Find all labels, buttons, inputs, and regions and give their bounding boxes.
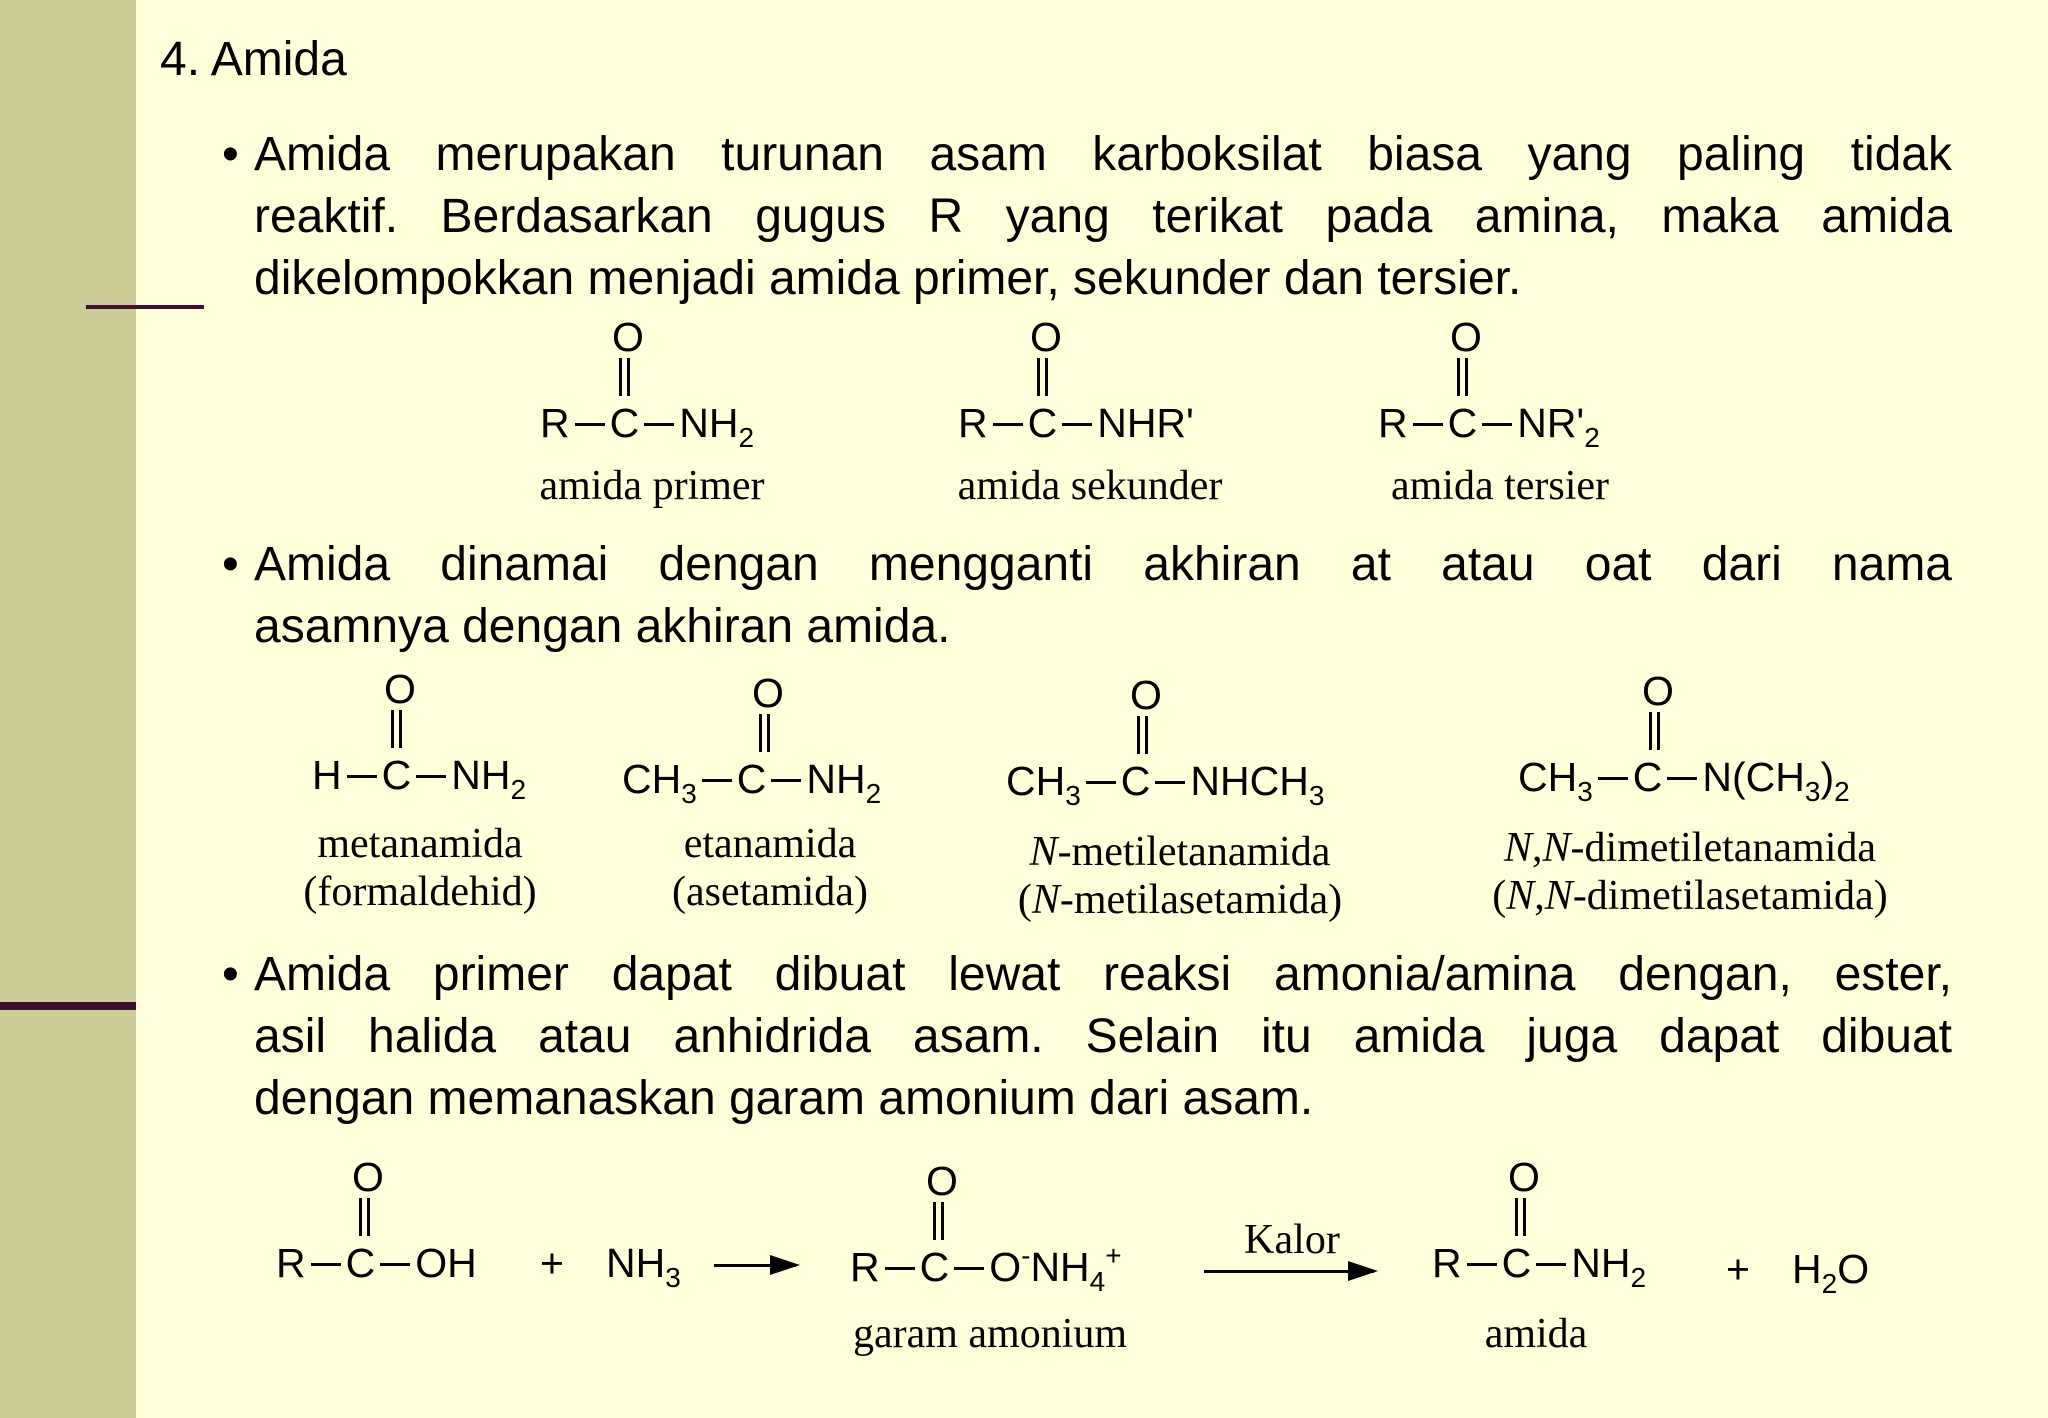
label-line [1440,872,1940,920]
bond [416,775,446,778]
bullet-1 [222,124,1952,310]
formula [276,1240,477,1286]
bond [347,775,377,778]
plus-sign: + [540,1240,564,1286]
label-amida-sekunder: amida sekunder [957,463,1223,509]
label-line: etanamida [683,821,857,867]
paren: ( [1732,754,1746,800]
bond [954,1267,984,1270]
atom: CH [1745,754,1805,800]
atom: N [1702,754,1733,800]
subscript: 2 [738,422,755,453]
bullet-1-line-3: dikelompokkan menjadi amida primer, sekunder dan tersier. [254,252,1522,305]
bond [1062,423,1092,426]
oxygen-atom: O [1130,672,1162,718]
atom: C [381,752,412,798]
oxygen-atom: O [1450,314,1482,360]
bond [1086,781,1116,784]
subscript: 2 [1630,1262,1647,1293]
label-text: -metilasetamida) [1059,877,1343,923]
label-text: -dimetilasetamida) [1572,873,1888,919]
bullet-mark: • [222,948,239,1001]
bond [1467,1263,1497,1266]
formula [1432,1240,1647,1293]
atom: NH [1571,1240,1631,1286]
atom: C [1501,1240,1532,1286]
italic-n: N [1506,873,1535,919]
atom: O [1837,1246,1870,1292]
subscript: 2 [1584,422,1600,453]
italic-n: N [1544,873,1573,919]
arrow-label-kalor: Kalor [1244,1217,1340,1263]
atom: C [1027,400,1058,446]
atom: R [958,400,988,446]
atom: NH [451,752,511,798]
italic-n: N [1503,825,1532,871]
formula [1378,400,1600,453]
oxygen-atom: O [384,666,416,712]
label-metanamida [270,820,570,916]
subscript: 4 [1089,1266,1106,1297]
bond [771,779,801,782]
oxygen-atom: O [352,1154,384,1200]
subscript: 2 [1834,776,1850,807]
bullet-3-line-1: Amida primer dapat dibuat lewat reaksi amonia/amina dengan, ester, [254,948,1952,1001]
atom: C [609,400,640,446]
atom: R [1378,400,1408,446]
bond [1536,1263,1566,1266]
label-line: (asetamida) [672,869,868,915]
label-amida: amida [1484,1311,1588,1357]
label-nn-dimetiletanamida [1440,824,1940,920]
bullet-mark: • [222,538,239,591]
subscript: 2 [1821,1268,1838,1299]
atom: NH [1030,1244,1090,1290]
label-text: ( [1492,873,1507,919]
double-bond [1457,358,1468,396]
label-etanamida [630,820,910,916]
bullet-1-line-1: Amida merupakan turunan asam karboksilat biasa yang paling tidak [254,128,1952,181]
label-line [1440,824,1940,872]
oxygen-atom: O [926,1158,958,1204]
subscript: 3 [1804,776,1821,807]
bond [993,423,1023,426]
oxygen-atom: O [1508,1154,1540,1200]
formula [622,756,882,809]
subscript: 2 [865,778,882,809]
label-text: -dimetiletanamida [1570,825,1877,871]
heat-reaction-arrow [1204,1270,1374,1273]
bullet-2-line-2: asamnya dengan akhiran amida. [254,600,951,653]
bullet-1-line-2: reaktif. Berdasarkan gugus R yang terikat pada amina, maka amida [254,190,1952,243]
label-text: , [1534,873,1545,919]
subscript: 3 [665,1262,681,1293]
formula [958,400,1194,446]
bond [1155,781,1185,784]
atom: NHR' [1097,400,1194,446]
bullet-mark: • [222,128,239,181]
formula [1518,754,1850,807]
atom: C [345,1240,376,1286]
paren: ) [1820,754,1835,800]
atom: NH [806,756,866,802]
formula [850,1240,1122,1297]
label-n-metiletanamida [960,828,1400,924]
bond [702,779,732,782]
subscript: 2 [510,774,527,805]
double-bond [759,714,770,752]
accent-bar [0,1002,136,1010]
atom: CH [1518,754,1578,800]
label-line: metanamida [317,821,523,867]
atom: H [1792,1246,1822,1292]
atom: NR' [1517,400,1585,446]
double-bond [1137,716,1148,754]
formula [540,400,755,453]
atom: R [540,400,570,446]
label-text: -metiletanamida [1057,829,1331,875]
bond [311,1263,341,1266]
oxygen-atom: O [612,314,644,360]
atom: CH [622,756,682,802]
bond [380,1263,410,1266]
bond [575,423,605,426]
accent-line [86,305,204,309]
atom: C [1632,754,1663,800]
bullet-3 [222,944,1952,1130]
atom: C [1447,400,1478,446]
reaction-arrow [714,1264,796,1267]
label-line: (formaldehid) [303,869,537,915]
atom: C [919,1244,950,1290]
label-line [960,828,1400,876]
oxygen-atom: O [752,670,784,716]
atom: C [736,756,767,802]
bond [885,1267,915,1270]
subscript: 3 [1308,780,1325,811]
atom: R [850,1244,880,1290]
double-bond [619,358,630,396]
label-amida-primer: amida primer [539,463,765,509]
bullet-2-line-1: Amida dinamai dengan mengganti akhiran at atau oat dari nama [254,538,1952,591]
subscript: 3 [681,778,697,809]
label-line [960,876,1400,924]
reactant-ammonia [606,1240,681,1293]
atom: NH [679,400,739,446]
bond [644,423,674,426]
atom: NHCH [1190,758,1309,804]
italic-n: N [1542,825,1571,871]
bond [1667,777,1697,780]
italic-n: N [1029,829,1058,875]
subscript: 3 [1577,776,1593,807]
double-bond [1515,1198,1526,1236]
label-text: ( [1017,877,1032,923]
superscript: + [1105,1240,1122,1271]
bullet-2 [222,534,1952,658]
slide-title: 4. Amida [160,33,347,86]
atom: R [1432,1240,1462,1286]
bond [1482,423,1512,426]
atom: O [989,1244,1022,1290]
double-bond [1649,712,1660,750]
double-bond [391,710,402,748]
subscript: 3 [1065,780,1081,811]
product-water [1792,1246,1870,1299]
oxygen-atom: O [1030,314,1062,360]
atom: OH [415,1240,477,1286]
double-bond [359,1198,370,1236]
plus-sign: + [1726,1246,1750,1292]
atom: NH [606,1240,666,1286]
bullet-3-line-2: asil halida atau anhidrida asam. Selain itu amida juga dapat dibuat [254,1010,1952,1063]
italic-n: N [1031,877,1060,923]
bullet-3-line-3: dengan memanaskan garam amonium dari asam. [254,1072,1314,1125]
atom: H [312,752,342,798]
double-bond [1037,358,1048,396]
label-amida-tersier: amida tersier [1390,463,1610,509]
atom: R [276,1240,306,1286]
bond [1413,423,1443,426]
sidebar-panel [0,0,136,1418]
label-text: , [1531,825,1543,871]
double-bond [933,1202,944,1240]
atom: C [1120,758,1151,804]
label-garam-amonium: garam amonium [852,1311,1128,1357]
formula [1006,758,1325,811]
atom: CH [1006,758,1066,804]
superscript: - [1021,1240,1031,1271]
bond [1598,777,1628,780]
oxygen-atom: O [1642,668,1674,714]
formula [312,752,527,805]
